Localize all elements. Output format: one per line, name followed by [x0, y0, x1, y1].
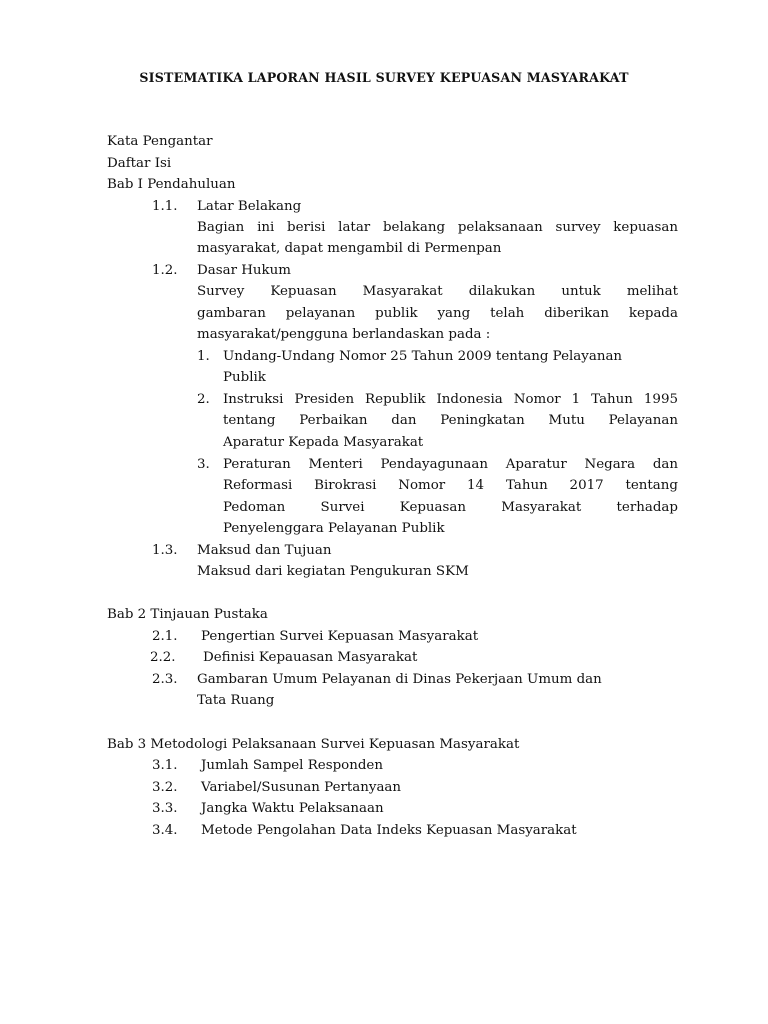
- list-line: tentang Perbaikan dan Peningkatan Mutu Pelayanan: [223, 413, 678, 428]
- list-number: 1.: [197, 349, 210, 364]
- list-line: Publik: [223, 370, 266, 385]
- bab1-heading: Bab I Pendahuluan: [107, 177, 236, 192]
- section-number: 1.3.: [152, 543, 178, 558]
- list-line: Instruksi Presiden Republik Indonesia Nomor 1 Tahun 1995: [223, 392, 678, 407]
- section-number: 3.1.: [152, 758, 178, 773]
- front-kata-pengantar: Kata Pengantar: [107, 134, 213, 149]
- section-number: 2.1.: [152, 629, 178, 644]
- section-label-continuation: Tata Ruang: [197, 693, 275, 708]
- section-label: Jangka Waktu Pelaksanaan: [201, 801, 384, 816]
- section-number: 1.2.: [152, 263, 178, 278]
- paragraph-line: masyarakat, dapat mengambil di Permenpan: [197, 241, 502, 256]
- section-number: 2.2.: [150, 650, 176, 665]
- section-label: Definisi Kepauasan Masyarakat: [203, 650, 418, 665]
- section-number: 3.3.: [152, 801, 178, 816]
- section-label: Maksud dan Tujuan: [197, 543, 332, 558]
- section-label: Variabel/Susunan Pertanyaan: [201, 780, 402, 795]
- section-number: 1.1.: [152, 199, 178, 214]
- section-number: 3.4.: [152, 823, 178, 838]
- section-label: Metode Pengolahan Data Indeks Kepuasan Masyarakat: [201, 823, 577, 838]
- list-line: Undang-Undang Nomor 25 Tahun 2009 tentang Pelayanan: [223, 349, 623, 364]
- bab2-heading: Bab 2 Tinjauan Pustaka: [107, 607, 268, 622]
- paragraph-line: gambaran pelayanan publik yang telah diberikan kepada: [197, 306, 678, 321]
- front-daftar-isi: Daftar Isi: [107, 156, 172, 171]
- list-line: Pedoman Survei Kepuasan Masyarakat terhadap: [223, 500, 678, 515]
- paragraph-line: masyarakat/pengguna berlandaskan pada :: [197, 327, 491, 342]
- list-line: Aparatur Kepada Masyarakat: [223, 435, 424, 450]
- list-line: Reformasi Birokrasi Nomor 14 Tahun 2017 tentang: [223, 478, 678, 493]
- section-label: Dasar Hukum: [197, 263, 291, 278]
- list-line: Peraturan Menteri Pendayagunaan Aparatur Negara dan: [223, 457, 678, 472]
- bab3-heading: Bab 3 Metodologi Pelaksanaan Survei Kepuasan Masyarakat: [107, 737, 520, 752]
- document-title: SISTEMATIKA LAPORAN HASIL SURVEY KEPUASAN MASYARAKAT: [139, 70, 629, 85]
- paragraph-line: Bagian ini berisi latar belakang pelaksanaan survey kepuasan: [197, 220, 678, 235]
- section-label: Pengertian Survei Kepuasan Masyarakat: [201, 629, 479, 644]
- paragraph-line: Maksud dari kegiatan Pengukuran SKM: [197, 564, 469, 579]
- section-label: Latar Belakang: [197, 199, 302, 214]
- paragraph-line: Survey Kepuasan Masyarakat dilakukan untuk melihat: [197, 284, 678, 299]
- section-number: 2.3.: [152, 672, 178, 687]
- section-label: Jumlah Sampel Responden: [201, 758, 383, 773]
- section-label: Gambaran Umum Pelayanan di Dinas Pekerjaan Umum dan: [197, 672, 602, 687]
- section-number: 3.2.: [152, 780, 178, 795]
- list-number: 3.: [197, 457, 210, 472]
- list-line: Penyelenggara Pelayanan Publik: [223, 521, 445, 536]
- list-number: 2.: [197, 392, 210, 407]
